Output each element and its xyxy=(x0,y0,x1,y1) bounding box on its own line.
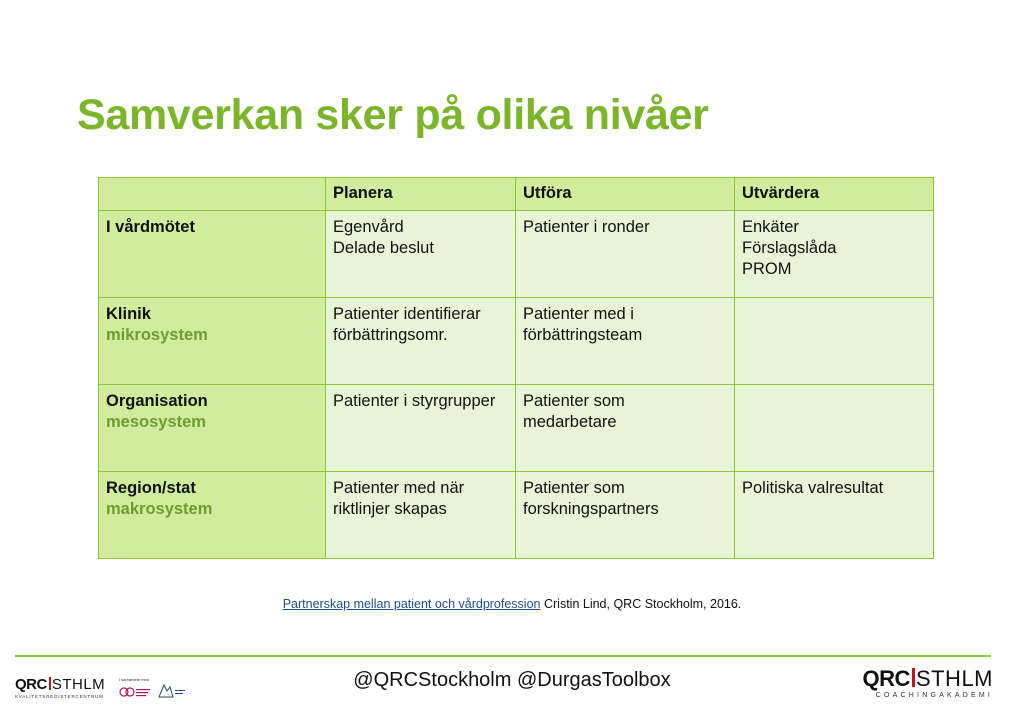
cell-utvardera xyxy=(735,385,934,472)
citation xyxy=(0,597,1024,611)
header-corner xyxy=(99,178,326,211)
system-label: mikrosystem xyxy=(106,326,208,344)
citation-link[interactable]: Partnerskap mellan patient och vårdprofession xyxy=(282,597,541,611)
partner-label: I samarbete med xyxy=(119,677,150,682)
cell-line: förbättringsomr. xyxy=(333,326,448,344)
cell-utvardera xyxy=(735,472,934,559)
table-header-row xyxy=(99,178,934,211)
levels-table xyxy=(98,177,934,559)
table-row xyxy=(99,298,934,385)
cell-line: Enkäter xyxy=(742,218,799,236)
cell-line: Delade beslut xyxy=(333,239,434,257)
cell-utfora xyxy=(516,298,735,385)
header-planera: Planera xyxy=(326,178,516,211)
citation-text: Cristin Lind, QRC Stockholm, 2016. xyxy=(540,597,742,611)
footer-divider xyxy=(15,655,991,657)
slide-title: Samverkan sker på olika nivåer xyxy=(77,91,709,139)
cell-line: PROM xyxy=(742,260,792,278)
cell-line: förbättringsteam xyxy=(523,326,643,344)
cell-planera xyxy=(326,385,516,472)
cell-utfora xyxy=(516,472,735,559)
cell-line: forskningspartners xyxy=(523,500,659,518)
row-level-cell xyxy=(99,298,326,385)
cell-planera xyxy=(326,211,516,298)
cell-line: Egenvård xyxy=(333,218,404,236)
level-label: Klinik xyxy=(106,305,151,323)
cell-planera xyxy=(326,298,516,385)
row-level-cell xyxy=(99,472,326,559)
cell-line: Patienter som xyxy=(523,479,625,497)
qrc-coachingakademi-logo: QRC STHLM COACHINGAKADEMI xyxy=(862,666,993,699)
row-level-cell xyxy=(99,211,326,298)
cell-utfora xyxy=(516,211,735,298)
cell-line: Patienter med i xyxy=(523,305,634,323)
cell-line: Patienter med när xyxy=(333,479,465,497)
header-utfora: Utföra xyxy=(516,178,735,211)
header-utvardera: Utvärdera xyxy=(735,178,934,211)
system-label: makrosystem xyxy=(106,500,213,518)
level-label: Region/stat xyxy=(106,479,196,497)
table-row xyxy=(99,472,934,559)
cell-line: Politiska valresultat xyxy=(742,479,884,497)
level-label: Organisation xyxy=(106,392,208,410)
social-handles: @QRCStockholm @DurgasToolbox xyxy=(353,669,671,691)
partner-logos xyxy=(117,677,187,699)
row-level-cell xyxy=(99,385,326,472)
level-label: I vårdmötet xyxy=(106,218,195,236)
cell-line: Patienter i styrgrupper xyxy=(333,392,496,410)
cell-utvardera xyxy=(735,211,934,298)
cell-line: Patienter identifierar xyxy=(333,305,481,323)
cell-line: Patienter i ronder xyxy=(523,218,650,236)
cell-planera xyxy=(326,472,516,559)
table-row xyxy=(99,211,934,298)
system-label: mesosystem xyxy=(106,413,206,431)
cell-line: riktlinjer skapas xyxy=(333,500,447,518)
qrc-kvalitetsregistercentrum-logo: QRC STHLM KVALITETSREGISTERCENTRUM xyxy=(15,676,106,699)
cell-line: medarbetare xyxy=(523,413,617,431)
cell-utfora xyxy=(516,385,735,472)
cell-line: Patienter som xyxy=(523,392,625,410)
cell-line: Förslagslåda xyxy=(742,239,837,257)
cell-utvardera xyxy=(735,298,934,385)
table-row xyxy=(99,385,934,472)
